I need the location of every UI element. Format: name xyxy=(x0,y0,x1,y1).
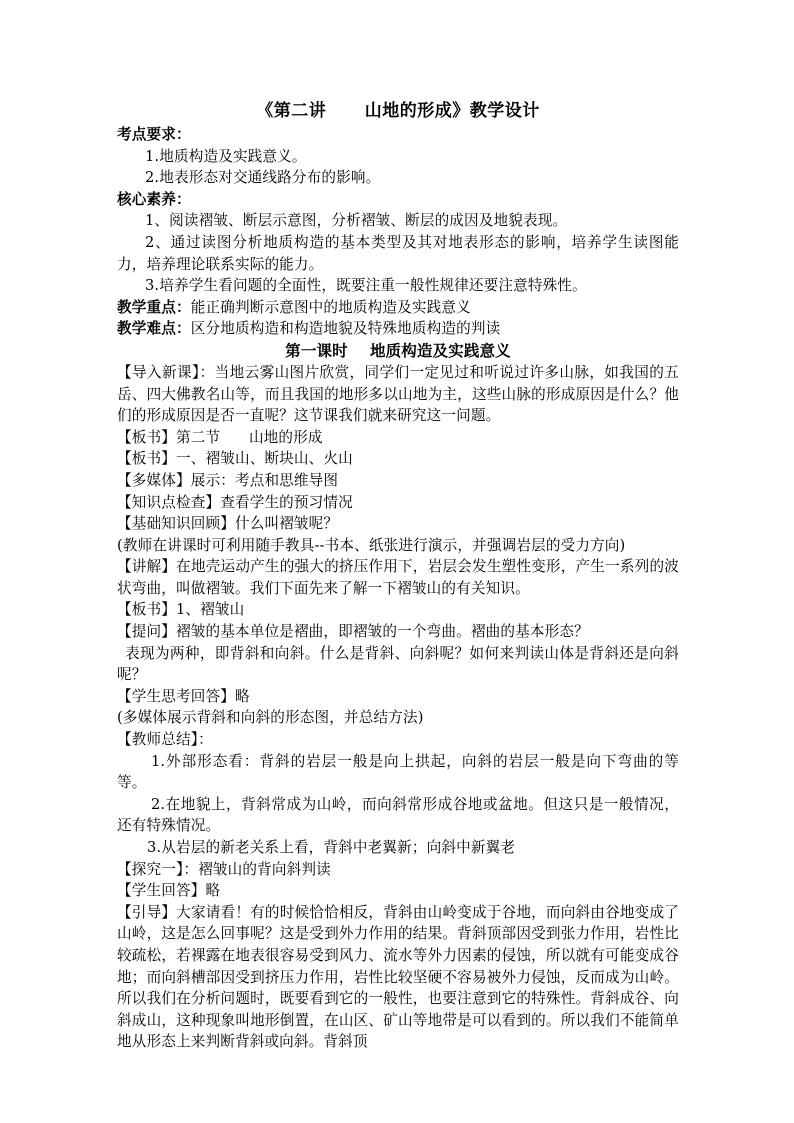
nandian-label: 教学难点： xyxy=(117,320,191,338)
page-title: 《第二讲 山地的形成》教学设计 xyxy=(256,101,540,121)
hexin-item-3: 3.培养学生看问题的全面性，既要注重一般性规律还要注意特殊性。 xyxy=(145,277,587,295)
zhongdian-row xyxy=(117,297,679,319)
kaodian-item-2: 2.地表形态对交通线路分布的影响。 xyxy=(145,169,381,187)
paragraph-question-cont: 表现为两种，即背斜和向斜。什么是背斜、向斜呢？如何来判读山体是背斜还是向斜呢？ xyxy=(117,644,679,684)
paragraph-review: 【基础知识回顾】什么叫褶皱呢？ xyxy=(117,515,339,533)
nandian-row xyxy=(117,318,679,340)
hexin-item-1: 1、阅读褶皱、断层示意图，分析褶皱、断层的成因及地貌表现。 xyxy=(145,212,568,230)
lesson-title: 第一课时 地质构造及实践意义 xyxy=(285,340,511,360)
paragraph-summary-3: 3.从岩层的新老关系上看，背斜中老翼新；向斜中新翼老 xyxy=(147,839,516,856)
paragraph-multimedia: 【多媒体】展示：考点和思维导图 xyxy=(117,471,339,489)
paragraph-intro: 【导入新课】：当地云雾山图片欣赏，同学们一定见过和听说过许多山脉，如我国的五岳、四大佛教名山等，而且我国的地形多以山地为主，这些山脉的形成原因是什么？他们的形成原因是否一直呢？这节课我们就来研究这一问题。 xyxy=(117,363,679,425)
kaodian-item-1: 1.地质构造及实践意义。 xyxy=(145,147,307,165)
paragraph-summary-2: 2.在地貌上，背斜常成为山岭，而向斜常形成谷地或盆地。但这只是一般情况，还有特殊情况。 xyxy=(117,795,679,835)
zhongdian-text: 能正确判断示意图中的地质构造及实践意义 xyxy=(190,298,471,316)
paragraph-note: (教师在讲课时可利用随手教具--书本、纸张进行演示，并强调岩层的受力方向) xyxy=(117,536,626,554)
paragraph-check: 【知识点检查】查看学生的预习情况 xyxy=(117,493,353,511)
paragraph-guide: 【引导】大家请看！有的时候恰恰相反，背斜由山岭变成于谷地，而向斜由谷地变成了山岭，这是怎么回事呢？这是受到外力作用的结果。背斜顶部因受到张力作用，岩性比较疏松，若裸露在地表很容易受到风力、流水等外力因素的侵蚀，所以就有可能变成谷地；而向斜槽部因受到挤压力作用，岩性比较坚硬不容易被外力侵蚀，反而成为山岭。所以我们在分析问题时，既要看到它的一般性，也要注意到它的特殊性。背斜成谷、向斜成山，这种现象叫地形倒置，在山区、矿山等地带是可以看到的。所以我们不能简单地从形态上来判断背斜或向斜。背斜顶 xyxy=(117,903,679,1051)
paragraph-explore: 【探究一】：褶皱山的背向斜判读 xyxy=(117,860,331,878)
paragraph-board-1: 【板书】第二节 山地的形成 xyxy=(117,428,323,446)
document-content xyxy=(117,98,679,1053)
paragraph-summary-heading: 【教师总结】： xyxy=(117,731,213,749)
paragraph-summary-1: 1.外部形态看：背斜的岩层一般是向上拱起，向斜的岩层一般是向下弯曲的等等。 xyxy=(117,752,679,792)
paragraph-question: 【提问】褶皱的基本单位是褶曲，即褶皱的一个弯曲。褶曲的基本形态？ xyxy=(117,623,589,641)
hexin-item-2: 2、通过读图分析地质构造的基本类型及其对地表形态的影响，培养学生读图能力，培养理论联系实际的能力。 xyxy=(117,233,679,273)
paragraph-board-3: 【板书】1、褶皱山 xyxy=(117,601,245,619)
paragraph-multimedia-2: (多媒体展示背斜和向斜的形态图，并总结方法) xyxy=(117,709,424,727)
paragraph-student-answer-2: 【学生回答】略 xyxy=(117,882,221,900)
hexin-heading: 核心素养： xyxy=(117,190,191,208)
paragraph-student-answer: 【学生思考回答】略 xyxy=(117,687,250,705)
nandian-text: 区分地质构造和构造地貌及特殊地质构造的判读 xyxy=(190,320,501,338)
paragraph-explain: 【讲解】在地壳运动产生的强大的挤压作用下，岩层会发生塑性变形，产生一系列的波状弯曲，叫做褶皱。我们下面先来了解一下褶皱山的有关知识。 xyxy=(117,558,679,597)
kaodian-heading: 考点要求： xyxy=(117,126,191,143)
zhongdian-label: 教学重点： xyxy=(117,298,191,316)
paragraph-board-2: 【板书】一、褶皱山、断块山、火山 xyxy=(117,450,353,468)
